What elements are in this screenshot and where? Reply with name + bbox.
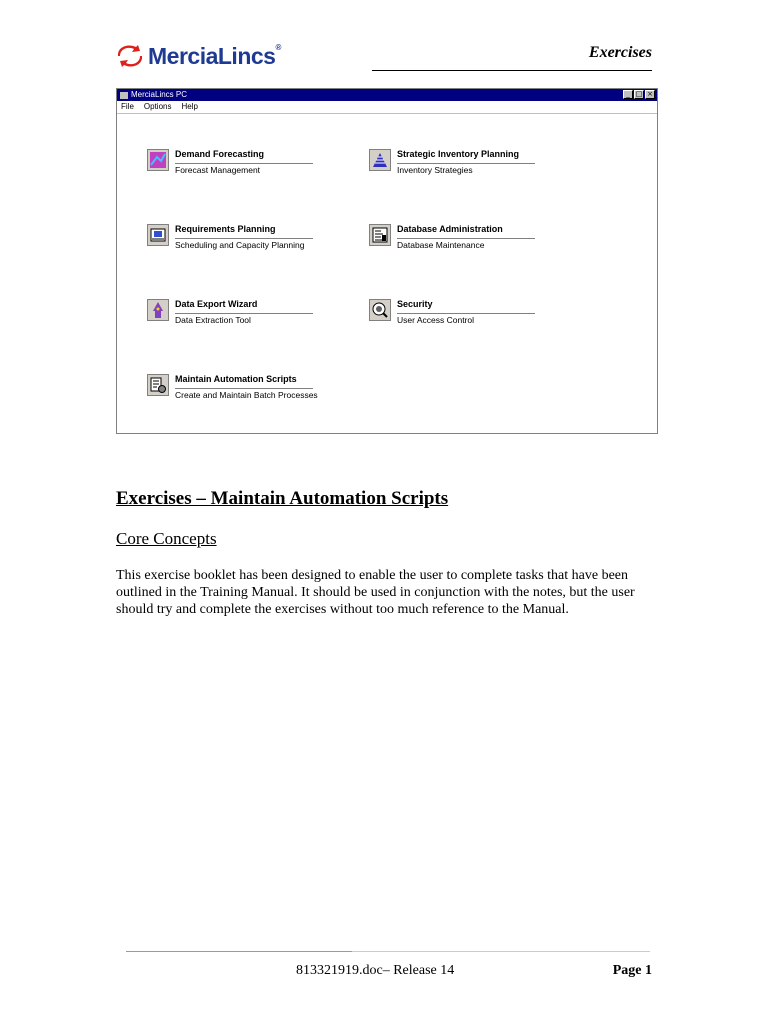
menu-bar bbox=[117, 101, 657, 114]
module-underline bbox=[175, 313, 313, 314]
footer-page-number: Page 1 bbox=[612, 963, 652, 978]
module-data-export-wizard[interactable] bbox=[147, 297, 327, 329]
module-subtitle: Scheduling and Capacity Planning bbox=[175, 240, 305, 250]
module-subtitle: Forecast Management bbox=[175, 165, 261, 175]
requirements-icon bbox=[147, 224, 169, 246]
module-title: Security bbox=[397, 299, 433, 309]
inventory-icon bbox=[369, 149, 391, 171]
header-divider bbox=[372, 70, 652, 71]
footer-divider-accent bbox=[126, 951, 352, 952]
module-subtitle: Data Extraction Tool bbox=[175, 315, 251, 325]
module-requirements-planning[interactable] bbox=[147, 222, 327, 254]
logo-swoosh-icon bbox=[116, 44, 144, 68]
module-title: Maintain Automation Scripts bbox=[175, 374, 297, 384]
module-underline bbox=[175, 163, 313, 164]
menu-file[interactable]: File bbox=[121, 102, 134, 111]
menu-help[interactable]: Help bbox=[181, 102, 198, 111]
maximize-button[interactable]: □ bbox=[635, 90, 643, 98]
mercialincs-logo bbox=[116, 40, 281, 72]
scripts-icon bbox=[147, 374, 169, 396]
module-database-administration[interactable] bbox=[369, 222, 549, 254]
module-underline bbox=[175, 238, 313, 239]
module-subtitle: Inventory Strategies bbox=[397, 165, 473, 175]
window-titlebar bbox=[117, 89, 657, 101]
section-heading: Core Concepts bbox=[116, 529, 217, 548]
close-button[interactable]: × bbox=[645, 90, 655, 99]
module-underline bbox=[397, 313, 535, 314]
footer-document-name: 813321919.doc– Release 14 bbox=[296, 963, 455, 978]
app-icon bbox=[120, 92, 128, 99]
module-subtitle: Create and Maintain Batch Processes bbox=[175, 390, 318, 400]
module-strategic-inventory-planning[interactable] bbox=[369, 147, 549, 179]
module-underline bbox=[175, 388, 313, 389]
module-subtitle: Database Maintenance bbox=[397, 240, 485, 250]
module-underline bbox=[397, 238, 535, 239]
module-title: Data Export Wizard bbox=[175, 299, 258, 309]
module-subtitle: User Access Control bbox=[397, 315, 474, 325]
module-title: Strategic Inventory Planning bbox=[397, 149, 520, 159]
module-maintain-automation-scripts[interactable] bbox=[147, 372, 327, 404]
logo-wordmark: MerciaLincs® bbox=[148, 42, 281, 69]
app-window bbox=[116, 88, 658, 434]
database-icon bbox=[369, 224, 391, 246]
security-icon bbox=[369, 299, 391, 321]
menu-options[interactable]: Options bbox=[143, 102, 172, 111]
module-underline bbox=[397, 163, 535, 164]
window-body bbox=[117, 115, 657, 433]
module-security[interactable] bbox=[369, 297, 549, 329]
wizard-icon bbox=[147, 299, 169, 321]
module-demand-forecasting[interactable] bbox=[147, 147, 327, 179]
intro-paragraph: This exercise booklet has been designed to enable the user to complete tasks that have been outlined in the Training Manual. It should be used in conjunction with the notes, but the user should try and complete the exercises without too much reference to the Manual. bbox=[116, 568, 635, 617]
page-heading: Exercises – Maintain Automation Scripts bbox=[116, 488, 449, 509]
minimize-button[interactable]: _ bbox=[623, 90, 633, 99]
module-title: Database Administration bbox=[397, 224, 503, 234]
module-title: Requirements Planning bbox=[175, 224, 276, 234]
module-title: Demand Forecasting bbox=[175, 149, 265, 159]
header-title: Exercises bbox=[588, 44, 652, 61]
window-title: MerciaLincs PC bbox=[131, 90, 188, 99]
forecast-icon bbox=[147, 149, 169, 171]
